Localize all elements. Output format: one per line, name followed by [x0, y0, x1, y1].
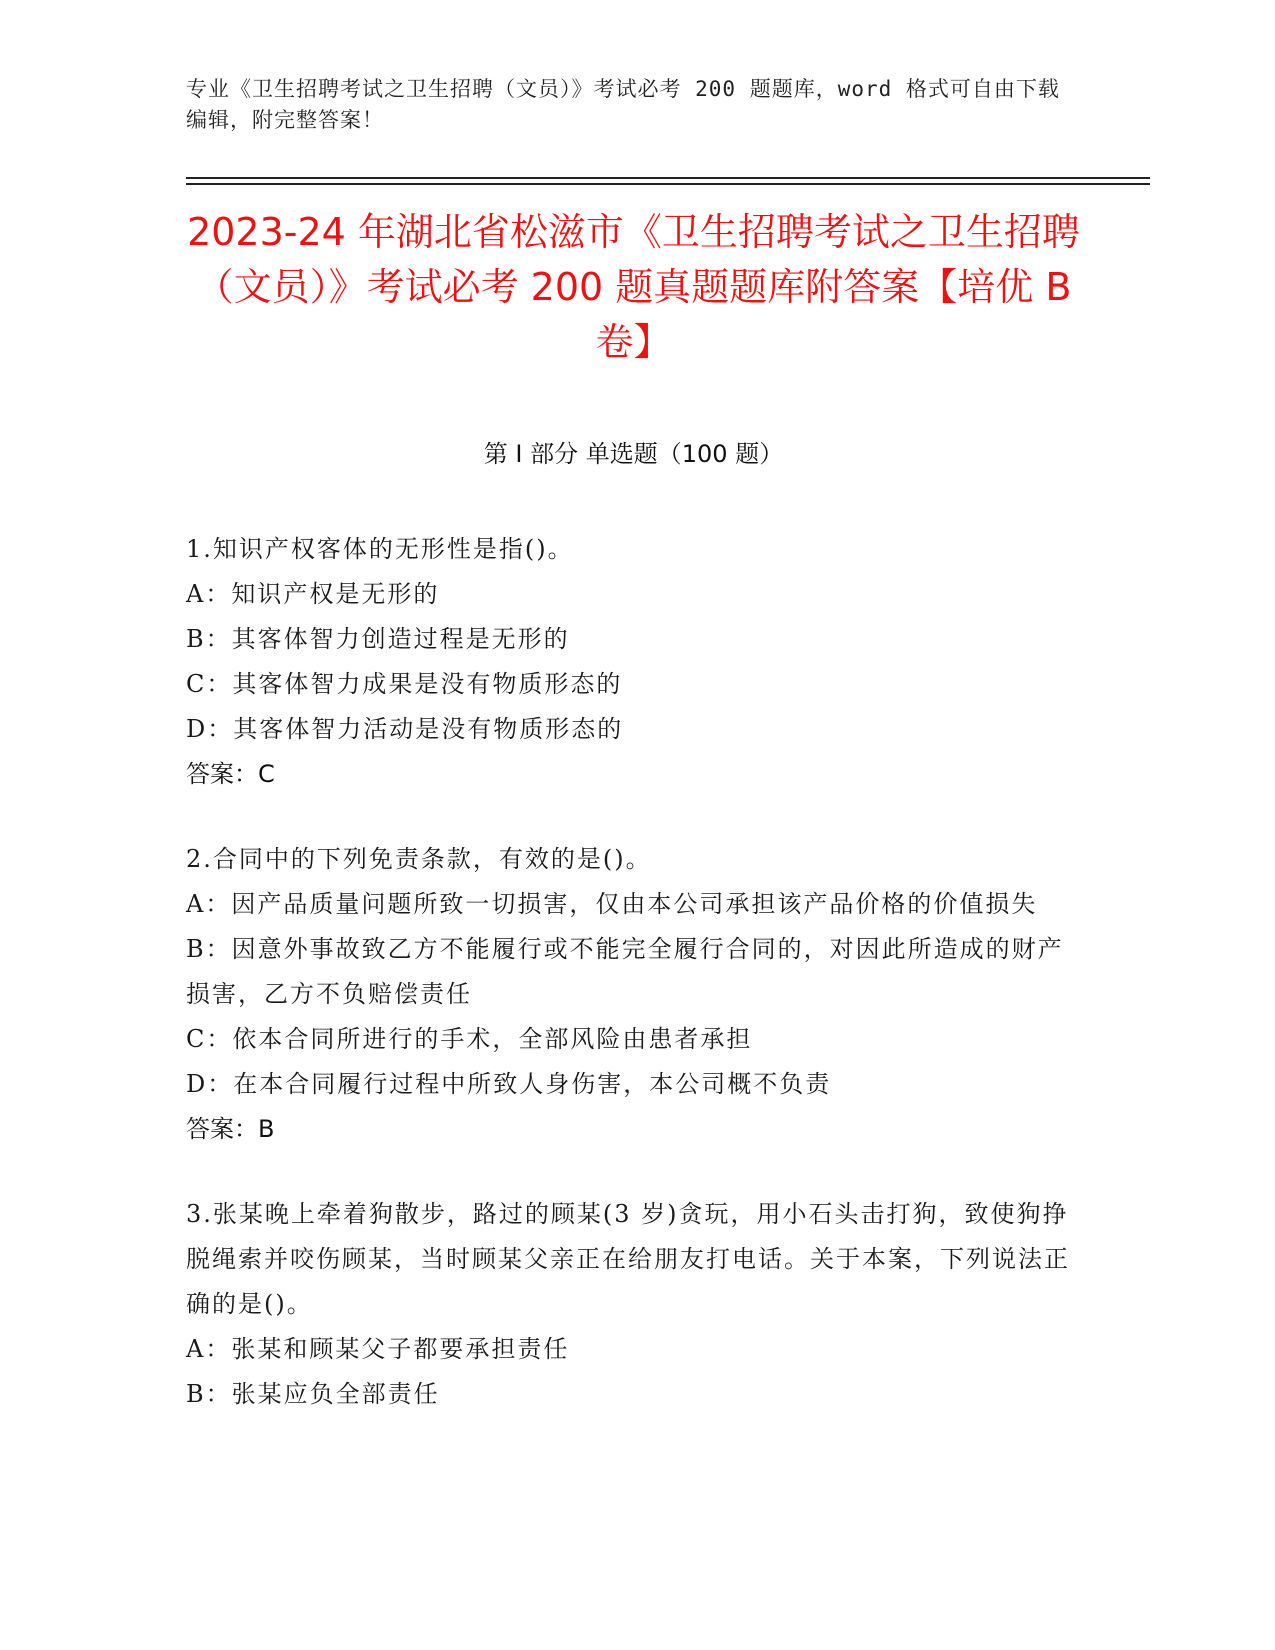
- header-rule-top: [186, 177, 1150, 179]
- question-1: [186, 527, 1086, 797]
- question-3: [186, 1192, 1086, 1417]
- option-c: C：其客体智力成果是没有物质形态的: [186, 670, 623, 698]
- option-a: A：张某和顾某父子都要承担责任: [186, 1335, 570, 1363]
- option-b: B：张某应负全部责任: [186, 1380, 440, 1408]
- option-d: D：在本合同履行过程中所致人身伤害，本公司概不负责: [186, 1070, 832, 1098]
- part-heading: 第 I 部分 单选题（100 题）: [483, 440, 784, 468]
- question-stem: 1.知识产权客体的无形性是指()。: [186, 535, 574, 563]
- question-stem: 2.合同中的下列免责条款，有效的是()。: [186, 845, 652, 873]
- header-rule-bottom: [186, 183, 1150, 185]
- option-b: B：因意外事故致乙方不能履行或不能完全履行合同的，对因此所造成的财产损害，乙方不负赔偿责任: [186, 935, 1064, 1008]
- option-c: C：依本合同所进行的手术，全部风险由患者承担: [186, 1025, 753, 1053]
- question-2: [186, 837, 1086, 1152]
- answer: 答案：B: [186, 1115, 275, 1143]
- option-b: B：其客体智力创造过程是无形的: [186, 625, 570, 653]
- document-title: 2023-24 年湖北省松滋市《卫生招聘考试之卫生招聘（文员）》考试必考 200 题真题题库附答案【培优 B 卷】: [187, 210, 1080, 364]
- question-stem: 3.张某晚上牵着狗散步，路过的顾某(3 岁)贪玩，用小石头击打狗，致使狗挣脱绳索并咬伤顾某，当时顾某父亲正在给朋友打电话。关于本案，下列说法正确的是()。: [186, 1200, 1070, 1318]
- option-d: D：其客体智力活动是没有物质形态的: [186, 715, 624, 743]
- option-a: A：知识产权是无形的: [186, 580, 440, 608]
- header-note: 专业《卫生招聘考试之卫生招聘（文员）》考试必考 200 题题库，word 格式可自由下载编辑，附完整答案！: [186, 77, 1060, 132]
- option-a: A：因产品质量问题所致一切损害，仅由本公司承担该产品价格的价值损失: [186, 890, 1038, 918]
- answer: 答案：C: [186, 760, 275, 788]
- question-list: [186, 527, 1086, 1457]
